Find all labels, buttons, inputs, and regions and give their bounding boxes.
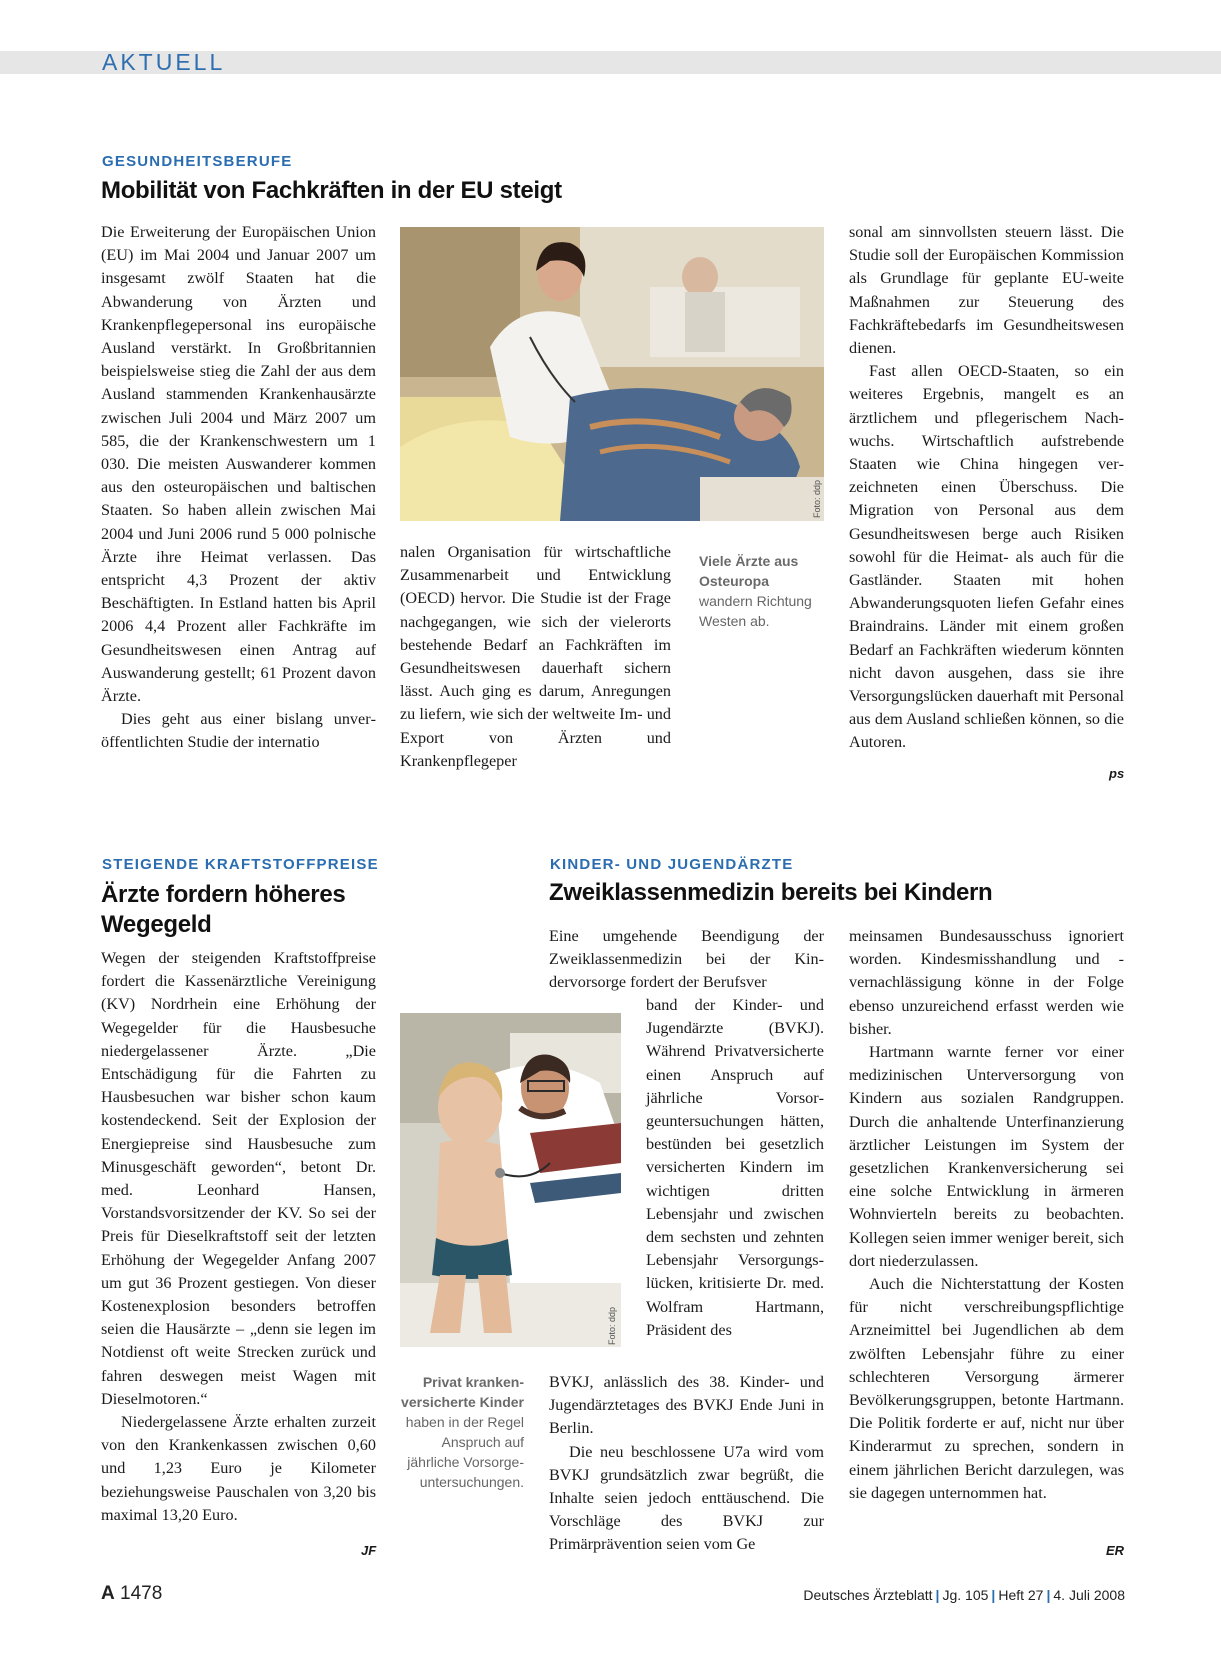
article3-caption-highlight: Privat krankenversicherte Kinder [401,1374,524,1410]
article2-headline: Ärzte fordern höheres Wegegeld [101,881,346,938]
journal-name: Deutsches Ärzteblatt [803,1587,933,1603]
article3-paragraph: Auch die Nichterstattung der Kosten für nicht verschreibungspflichtige Arzneimittel bei Jugendlichen ab dem zwölften Lebensjahr führe zu einer schlechteren Versorgung ärmerer Bevölkerungsgruppen, betonte Hartmann. Die Politik forderte er auf, nicht nur über Kinderarmut zu sprechen, sondern in einem jährlichen Bericht darzulegen, was sie dagegen unternommen hat. [849,1275,1124,1502]
photo-doctor-patient-image [400,227,824,521]
article3-column-2 [849,925,1124,1505]
article3-intro [549,925,824,995]
article3-kicker: KINDER- UND JUGENDÄRZTE [550,856,794,873]
article1-caption-text: wandern Richtung Westen ab. [699,593,812,629]
article3-photo-credit: Foto: ddp [607,1306,617,1345]
page-number [101,1583,162,1605]
journal-date: 4. Juli 2008 [1053,1587,1125,1603]
article3-paragraph: meinsamen Bundesausschuss ignoriert worden. Kindesmisshandlung und -vernachlässigung könne in der Folge ebenso unzureichend erfasst werden wie bisher. [849,927,1124,1038]
article1-author: ps [1109,766,1125,781]
article1-column-1 [101,221,376,755]
page-prefix: A [101,1583,115,1604]
journal-issue: Heft 27 [998,1587,1044,1603]
article2-column [101,947,376,1527]
article1-kicker: GESUNDHEITSBERUFE [102,153,293,170]
article2-paragraph: Niedergelassene Ärzte erhalten zurzeit von den Krankenkassen zwischen 0,60 und 1,23 Euro je Kilometer beziehungsweise Pauschalen von 3,20 bis maximal 13,20 Euro. [101,1413,376,1524]
article3-caption-text: haben in der Regel Anspruch auf jährliche Vorsorgeuntersuchungen. [405,1414,524,1490]
article3-caption [400,1372,524,1492]
article3-paragraph: Die neu beschlossene U7a wird vom BVKJ grundsätzlich zwar begrüßt, die Inhalte seien jedoch enttäuschend. Die Vorschläge des BVKJ zur Primärprävention seien vom Ge [549,1442,824,1554]
journal-volume: Jg. 105 [942,1587,989,1603]
photo-pediatrician-child [400,1013,621,1347]
section-label: AKTUELL [102,49,226,75]
article1-caption-highlight: Viele Ärzte aus Osteuropa [699,553,799,589]
article3-author: ER [1106,1543,1125,1558]
article1-paragraph: sonal am sinnvollsten steuern lässt. Die Studie soll der Europäischen Kommission als Grundlage für geplante EU-weite Maßnahmen zur Steuerung des Fachkräftebedarfs im Gesundheitswesen dienen. [849,223,1124,358]
article1-headline: Mobilität von Fachkräften in der EU steigt [101,177,562,204]
article1-caption [699,551,824,631]
article2-author: JF [361,1543,377,1558]
article1-paragraph: Fast allen OECD-Staaten, so ein weiteres Ergebnis, mangelt es an ärztlichem und pflegerischem Nachwuchs. Wirtschaftlich aufstrebende Staaten wie China hingegen verzeichneten einen Überschuss. Die Migration von Personal aus dem Gesundheitswesen berge auch Risiken sowohl für die Heimat- als auch für die Gastländer. Staaten mit hohen Abwanderungsquoten liefen Gefahr eines Braindrains. Länder mit einem großen Bedarf an Fachkräften wiederum könnten nicht davon ausgehen, dass sie ihre Versorgungslücken dauerhaft mit Personal aus dem Ausland schließen können, so die Autoren. [849,362,1124,752]
article1-column-2 [400,541,671,773]
article3-paragraph: band der Kinder- und Jugendärzte (BVKJ). Während Privatversicherte einen Anspruch auf jährliche Vorsorgeuntersuchungen hätten, bestünden bei gesetzlich versicherten Kindern im wichtigen dritten Lebensjahr und zwischen dem sechsten und zehnten Lebensjahr Versorgungslücken, kritisierte Dr. med. Wolfram Hartmann, Präsident des [646,996,824,1339]
article1-paragraph: Dies geht aus einer bislang unveröffentlichten Studie der internatio [101,710,376,752]
page-number-value: 1478 [120,1583,163,1604]
article2-paragraph: Wegen der steigenden Kraftstoffpreise fordert die Kassenärztliche Vereinigung (KV) Nordrhein eine Erhöhung der Wegegelder für die Hausbesuche niedergelassener Ärzte. „Die Entschädigung für die Fahrten zu Hausbesuchen war bisher schon kaum kostendeckend. Seit der Explosion der Energiepreise sind Hausbesuche zum Minusgeschäft geworden“, betont Dr. med. Leonhard Hansen, Vorstandsvorsitzender der KV. So sei der Preis für Dieselkraftstoff seit der letzten Erhöhung der Wegegelder Anfang 2007 um gut 36 Prozent gestiegen. Von dieser Kostenexplosion besonders betroffen seien die Hausärzte – „denn sie legen im Notdienst oft weite Strecken zurück und fahren deswegen meist Wagen mit Dieselmotoren.“ [101,949,376,1408]
photo-pediatrician-child-image [400,1013,621,1347]
article3-paragraph: Eine umgehende Beendigung der Zweiklassenmedizin bei der Kindervorsorge fordert der Berufsver [549,927,824,992]
article1-column-3 [849,221,1124,755]
article1-paragraph: nalen Organisation für wirtschaftliche Zusammenarbeit und Entwicklung (OECD) hervor. Die Studie ist der Frage nachgegangen, wie sich der vielerorts bestehende Bedarf an Fachkräften im Gesundheitswesen dauerhaft sichern lässt. Auch ging es darum, Anregungen zu liefern, wie sich der weltweite Im- und Export von Ärzten und Krankenpflegeper [400,543,671,770]
article3-column-1 [549,1371,824,1557]
article1-photo-credit: Foto: ddp [812,479,822,518]
journal-info: Deutsches Ärzteblatt | Jg. 105 | Heft 27 | 4. Juli 2008 [803,1587,1125,1603]
article2-kicker: STEIGENDE KRAFTSTOFFPREISE [102,856,379,873]
photo-doctor-patient [400,227,824,521]
article3-paragraph: Hartmann warnte ferner vor einer medizinischen Unterversorgung von Kindern aus sozialen Randgruppen. Durch die anhaltende Unterfinanzierung ärztlicher Leistungen im System der gesetzlichen Krankenversicherung sei eine solche Entwicklung in ärmeren Wohnvierteln bereits zu beobachten. Kollegen seien immer weniger bereit, sich dort niederzulassen. [849,1043,1124,1270]
article3-wrap-text [646,994,824,1342]
article1-paragraph: Die Erweiterung der Europäischen Union (EU) im Mai 2004 und Januar 2007 um insgesamt zwölf Staaten hat die Abwanderung von Ärzten und Krankenpflegepersonal ins europäische Ausland verstärkt. In Großbritannien beispielsweise stieg die Zahl der aus dem Ausland stammenden Krankenhausärzte zwischen Juli 2004 und März 2007 um 585, die der Krankenschwestern um 1 030. Die meisten Auswanderer kommen aus den osteuropäischen und baltischen Staaten. So haben allein zwischen Mai 2004 und Juni 2006 rund 5 000 polnische Ärzte ihre Heimat verlassen. Das entspricht 4,3 Prozent der aktiv Beschäftigten. In Estland hatten bis April 2006 4,4 Prozent aller Fachkräfte im Gesundheitswesen einen Antrag auf Auswanderung gestellt; 61 Prozent davon Ärzte. [101,223,376,706]
article3-headline: Zweiklassenmedizin bereits bei Kindern [549,879,993,906]
article3-paragraph: BVKJ, anlässlich des 38. Kinder- und Jugendärztetages des BVKJ Ende Juni in Berlin. [549,1373,824,1438]
